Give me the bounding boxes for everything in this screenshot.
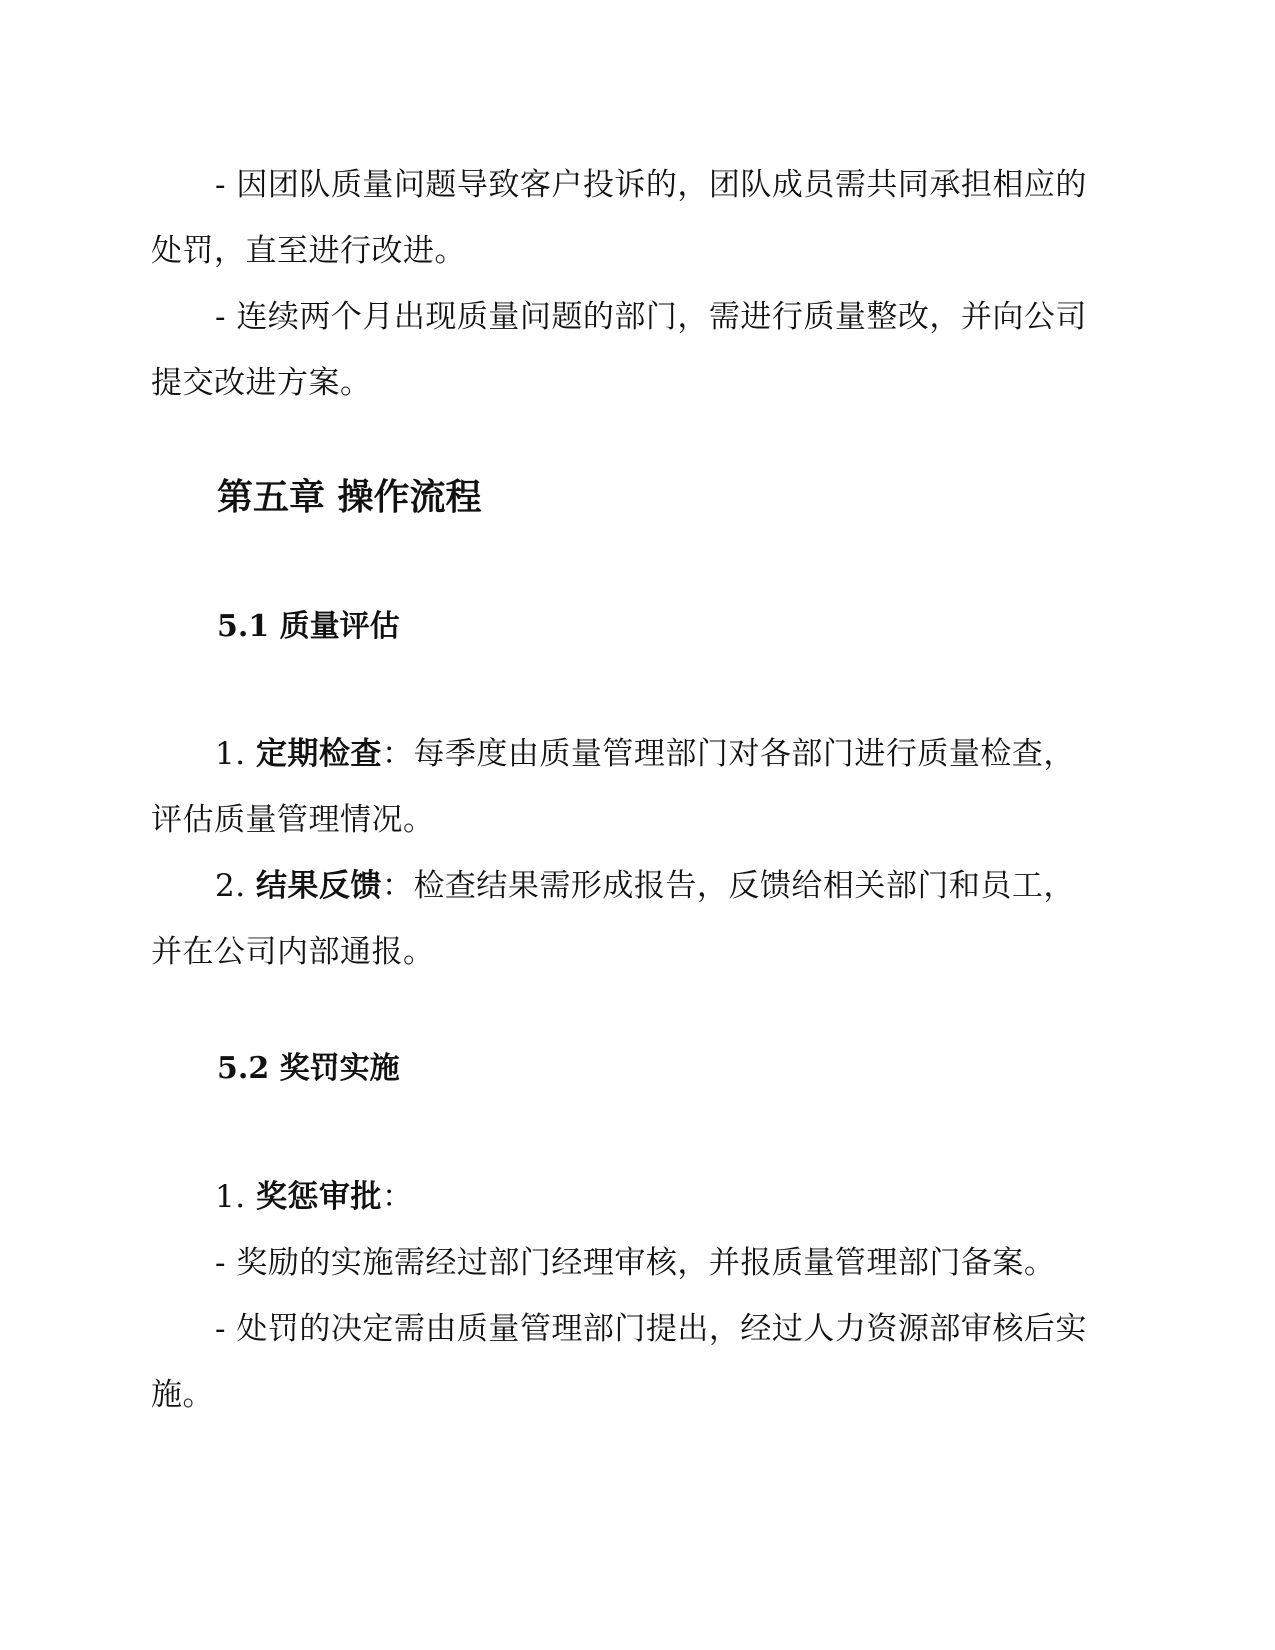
- item-number: 2.: [215, 868, 246, 904]
- item-term: 结果反馈: [255, 868, 382, 904]
- section-5-1-items: [151, 721, 1103, 985]
- item-colon: ：: [381, 736, 414, 772]
- item-colon: ：: [381, 868, 414, 904]
- item-number: 1.: [215, 1179, 246, 1215]
- section-title: 质量评估: [279, 609, 400, 644]
- section-5-2-items: [151, 1164, 1103, 1428]
- top-paragraphs: [151, 152, 1103, 416]
- chapter-title: 第五章 操作流程: [217, 477, 482, 518]
- item-number: 1.: [215, 736, 246, 772]
- section-title: 奖罚实施: [279, 1051, 400, 1086]
- section-number: 5.1: [217, 609, 270, 644]
- item-colon: ：: [381, 1179, 414, 1215]
- item-text: 检查结果需形成报告，反馈给相关部门和员工，并在公司内部通报。: [151, 868, 1075, 970]
- paragraph-department-rectification: - 连续两个月出现质量问题的部门，需进行质量整改，并向公司提交改进方案。: [151, 299, 1087, 401]
- bullet-reward-implementation: - 奖励的实施需经过部门经理审核，并报质量管理部门备案。: [215, 1245, 1056, 1281]
- section-heading-5-1: [217, 607, 400, 647]
- paragraph-team-penalty: - 因团队质量问题导致客户投诉的，团队成员需共同承担相应的处罚，直至进行改进。: [151, 167, 1087, 269]
- section-number: 5.2: [217, 1051, 270, 1086]
- item-term: 定期检查: [255, 736, 382, 772]
- list-item-reward-approval: [151, 1164, 1103, 1230]
- list-item-result-feedback: [151, 853, 1103, 985]
- bullet-penalty-decision: - 处罚的决定需由质量管理部门提出，经过人力资源部审核后实施。: [151, 1311, 1087, 1413]
- item-text: 每季度由质量管理部门对各部门进行质量检查，评估质量管理情况。: [151, 736, 1075, 838]
- section-heading-5-2: [217, 1049, 400, 1089]
- list-item-periodic-inspection: [151, 721, 1103, 853]
- item-term: 奖惩审批: [255, 1179, 382, 1215]
